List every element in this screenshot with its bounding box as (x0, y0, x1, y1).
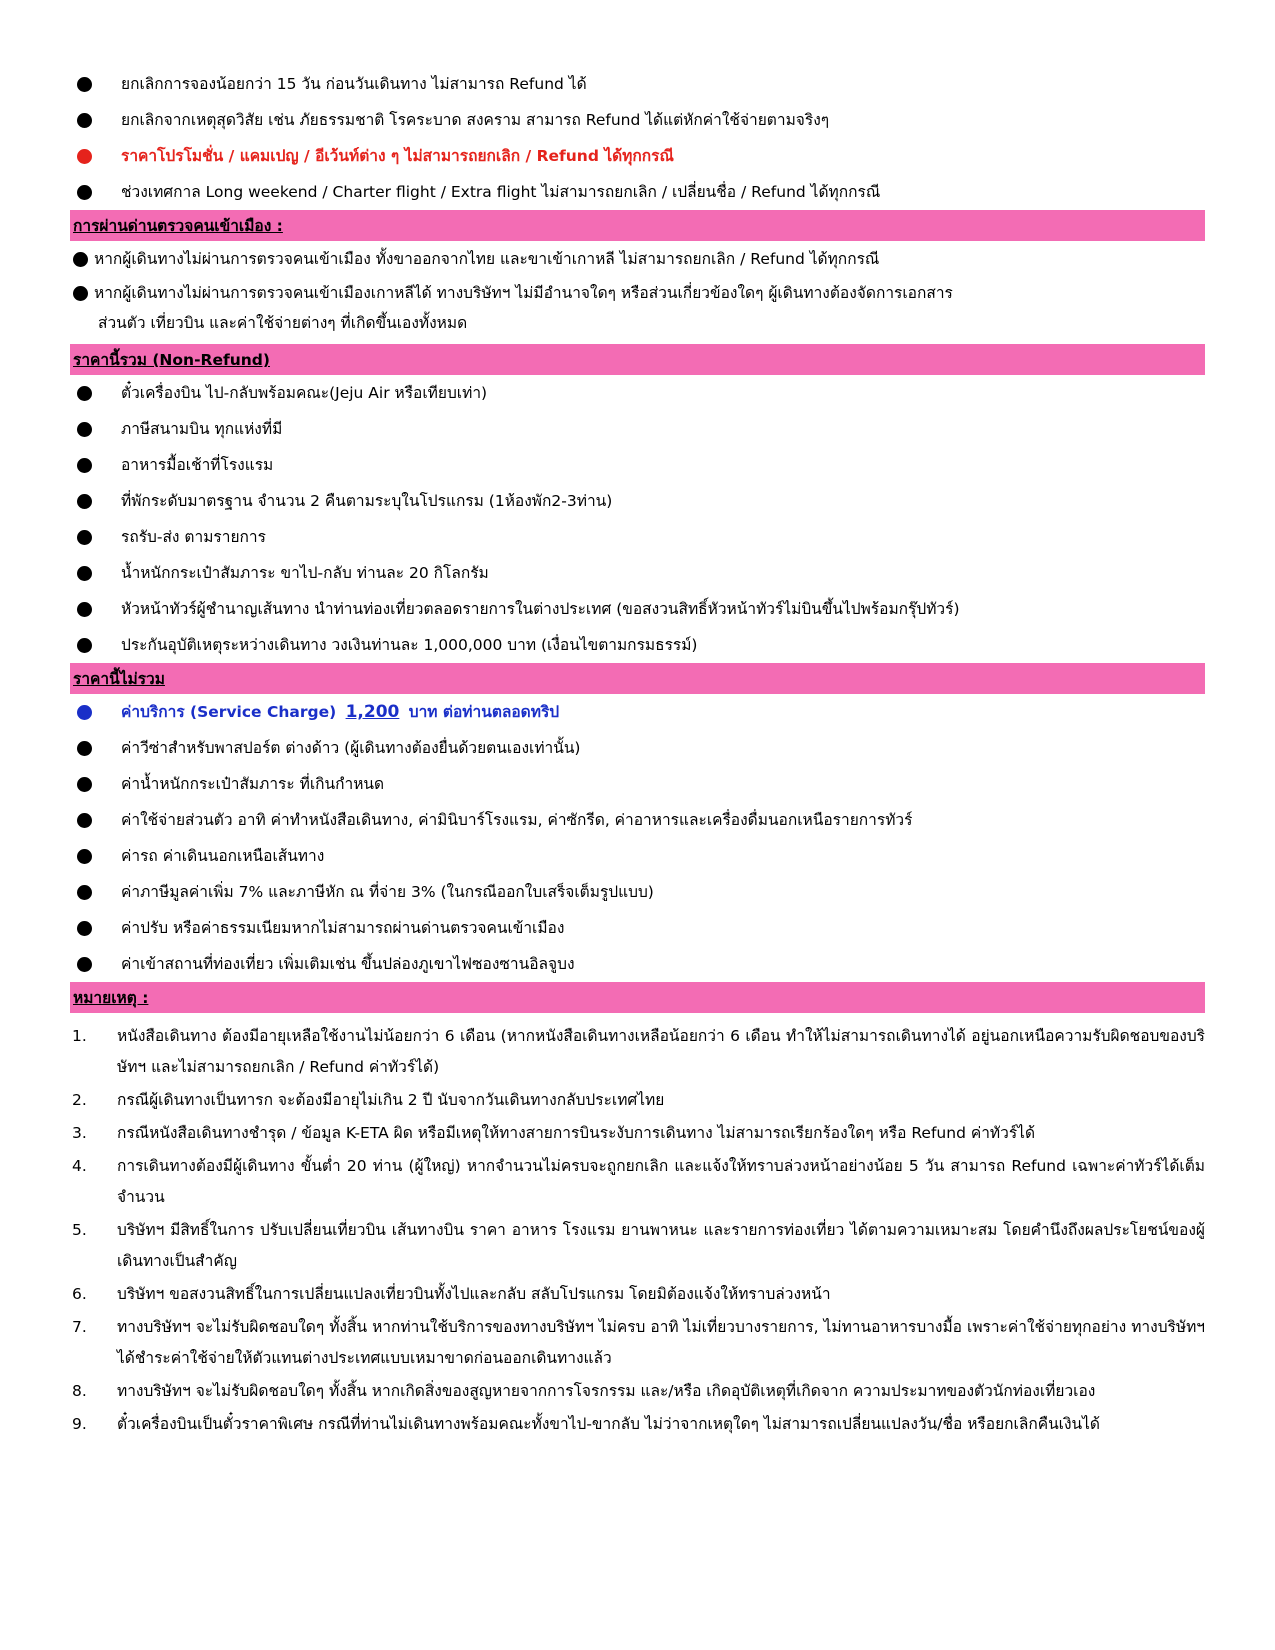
bullet-icon (77, 494, 92, 509)
section-header-immigration (70, 210, 1205, 241)
bullet-icon (77, 185, 92, 200)
list-item (70, 491, 1205, 511)
bullet-icon (77, 957, 92, 972)
list-item-text: ช่วงเทศกาล Long weekend / Charter flight / Extra flight ไม่สามารถยกเลิก / เปลี่ยนชื่อ / Refund ได้ทุกกรณี (121, 183, 881, 201)
list-item (70, 846, 1205, 866)
note-number: 1. (72, 1027, 87, 1045)
bullet-icon (77, 705, 92, 720)
note-number: 6. (72, 1285, 87, 1303)
bullet-icon (77, 422, 92, 437)
list-item-text: ค่าน้ำหนักกระเป๋าสัมภาระ ที่เกินกำหนด (121, 775, 385, 793)
list-item (70, 563, 1205, 583)
list-item-text: ค่าปรับ หรือค่าธรรมเนียมหากไม่สามารถผ่านด่านตรวจคนเข้าเมือง (121, 919, 565, 937)
included-list (70, 383, 1205, 655)
bullet-icon (77, 602, 92, 617)
section-title: การผ่านด่านตรวจคนเข้าเมือง : (73, 217, 283, 235)
bullet-icon (77, 921, 92, 936)
service-charge-text (121, 702, 559, 722)
note-number: 5. (72, 1221, 87, 1239)
list-item-text: ค่ารถ ค่าเดินนอกเหนือเส้นทาง (121, 847, 325, 865)
note-item (70, 1376, 1205, 1407)
list-item (70, 419, 1205, 439)
note-item (70, 1118, 1205, 1149)
note-number: 9. (72, 1415, 87, 1433)
note-text: บริษัทฯ ขอสงวนสิทธิ์ในการเปลี่ยนแปลงเที่ยวบินทั้งไปและกลับ สลับโปรแกรม โดยมิต้องแจ้งให้ทราบล่วงหน้า (117, 1285, 831, 1303)
note-item (70, 1085, 1205, 1116)
section-header-excluded (70, 663, 1205, 694)
bullet-icon (77, 849, 92, 864)
bullet-icon (77, 386, 92, 401)
note-item (70, 1215, 1205, 1277)
bullet-icon (77, 638, 92, 653)
note-item (70, 1021, 1205, 1083)
list-item-text: รถรับ-ส่ง ตามรายการ (121, 528, 266, 546)
list-item (70, 599, 1205, 619)
list-item (70, 383, 1205, 403)
note-text: การเดินทางต้องมีผู้เดินทาง ขั้นต่ำ 20 ท่าน (ผู้ใหญ่) หากจำนวนไม่ครบจะถูกยกเลิก และแจ้งให้ทราบล่วงหน้าอย่างน้อย 5 วัน สามารถ Refund เฉพาะค่าทัวร์ได้เต็มจำนวน (117, 1157, 1205, 1206)
list-item (70, 918, 1205, 938)
section-title: ราคานี้ไม่รวม (73, 670, 165, 688)
list-item-text: ยกเลิกจากเหตุสุดวิสัย เช่น ภัยธรรมชาติ โรคระบาด สงคราม สามารถ Refund ได้แต่หักค่าใช้จ่ายตามจริงๆ (121, 111, 830, 129)
service-charge-unit: บาท ต่อท่านตลอดทริป (408, 703, 560, 721)
excluded-list (70, 738, 1205, 974)
list-item (70, 810, 1205, 830)
list-item-text: หากผู้เดินทางไม่ผ่านการตรวจคนเข้าเมือง ทั้งขาออกจากไทย และขาเข้าเกาหลี ไม่สามารถยกเลิก / Refund ได้ทุกกรณี (94, 250, 880, 268)
list-item-promo-warning (70, 146, 1205, 166)
note-item (70, 1151, 1205, 1213)
list-item (70, 249, 1205, 269)
list-item (70, 882, 1205, 902)
bullet-icon (73, 252, 88, 267)
list-item (70, 527, 1205, 547)
list-item (70, 74, 1205, 94)
bullet-icon (77, 77, 92, 92)
list-item (70, 954, 1205, 974)
list-item (70, 283, 1205, 303)
note-text: กรณีหนังสือเดินทางชำรุด / ข้อมูล K-ETA ผิด หรือมีเหตุให้ทางสายการบินระงับการเดินทาง ไม่สามารถเรียกร้องใดๆ หรือ Refund ค่าทัวร์ได้ (117, 1124, 1036, 1142)
section-title: หมายเหตุ : (73, 989, 149, 1007)
note-number: 2. (72, 1091, 87, 1109)
service-charge-label: ค่าบริการ (Service Charge) (121, 703, 337, 721)
note-item (70, 1409, 1205, 1440)
section-title: ราคานี้รวม (Non-Refund) (73, 351, 270, 369)
list-item-text: น้ำหนักกระเป๋าสัมภาระ ขาไป-กลับ ท่านละ 20 กิโลกรัม (121, 564, 489, 582)
list-item-text: ค่าเข้าสถานที่ท่องเที่ยว เพิ่มเติมเช่น ขึ้นปล่องภูเขาไฟซองซานอิลจูบง (121, 955, 575, 973)
notes-list (70, 1021, 1205, 1440)
list-item-text: ราคาโปรโมชั่น / แคมเปญ / อีเว้นท์ต่าง ๆ ไม่สามารถยกเลิก / Refund ได้ทุกกรณี (121, 147, 674, 165)
bullet-icon (77, 113, 92, 128)
note-number: 8. (72, 1382, 87, 1400)
list-item-text: ค่าใช้จ่ายส่วนตัว อาทิ ค่าทำหนังสือเดินทาง, ค่ามินิบาร์โรงแรม, ค่าซักรีด, ค่าอาหารและเครื่องดื่มนอกเหนือรายการทัวร์ (121, 811, 913, 829)
list-item-service-charge (70, 702, 1205, 722)
bullet-icon (77, 885, 92, 900)
note-text: หนังสือเดินทาง ต้องมีอายุเหลือใช้งานไม่น้อยกว่า 6 เดือน (หากหนังสือเดินทางเหลือน้อยกว่า 6 เดือน ทำให้ไม่สามารถเดินทางได้ อยู่นอกเหนือความรับผิดชอบของบริษัทฯ และไม่สามารถยกเลิก / Refund ค่าทัวร์ได้) (117, 1027, 1205, 1076)
list-item-text: ภาษีสนามบิน ทุกแห่งที่มี (121, 420, 283, 438)
list-item (70, 455, 1205, 475)
list-item-text: ค่าภาษีมูลค่าเพิ่ม 7% และภาษีหัก ณ ที่จ่าย 3% (ในกรณีออกใบเสร็จเต็มรูปแบบ) (121, 883, 654, 901)
section-header-included (70, 344, 1205, 375)
service-charge-amount: 1,200 (345, 702, 400, 722)
list-item (70, 774, 1205, 794)
bullet-icon (73, 286, 88, 301)
note-text: บริษัทฯ มีสิทธิ์ในการ ปรับเปลี่ยนเที่ยวบิน เส้นทางบิน ราคา อาหาร โรงแรม ยานพาหนะ และรายการท่องเที่ยว ได้ตามความเหมาะสม โดยคำนึงถึงผลประโยชน์ของผู้เดินทางเป็นสำคัญ (117, 1221, 1205, 1270)
bullet-icon (77, 530, 92, 545)
bullet-icon (77, 149, 92, 164)
note-text: กรณีผู้เดินทางเป็นทารก จะต้องมีอายุไม่เกิน 2 ปี นับจากวันเดินทางกลับประเทศไทย (117, 1091, 665, 1109)
note-text: ทางบริษัทฯ จะไม่รับผิดชอบใดๆ ทั้งสิ้น หากเกิดสิ่งของสูญหายจากการโจรกรรม และ/หรือ เกิดอุบัติเหตุที่เกิดจาก ความประมาทของตัวนักท่องเที่ยวเอง (117, 1382, 1096, 1400)
bullet-icon (77, 741, 92, 756)
note-text: ตั๋วเครื่องบินเป็นตั๋วราคาพิเศษ กรณีที่ท่านไม่เดินทางพร้อมคณะทั้งขาไป-ขากลับ ไม่ว่าจากเหตุใดๆ ไม่สามารถเปลี่ยนแปลงวัน/ชื่อ หรือยกเลิกคืนเงินได้ (117, 1415, 1101, 1433)
list-item (70, 182, 1205, 202)
list-item-text: ประกันอุบัติเหตุระหว่างเดินทาง วงเงินท่านละ 1,000,000 บาท (เงื่อนไขตามกรมธรรม์) (121, 636, 698, 654)
list-item-text: ตั๋วเครื่องบิน ไป-กลับพร้อมคณะ(Jeju Air หรือเทียบเท่า) (121, 384, 488, 402)
bullet-icon (77, 458, 92, 473)
list-item-text: อาหารมื้อเช้าที่โรงแรม (121, 456, 274, 474)
list-item (70, 738, 1205, 758)
note-item (70, 1312, 1205, 1374)
bullet-icon (77, 566, 92, 581)
note-text: ทางบริษัทฯ จะไม่รับผิดชอบใดๆ ทั้งสิ้น หากท่านใช้บริการของทางบริษัทฯ ไม่ครบ อาทิ ไม่เที่ยวบางรายการ, ไม่ทานอาหารบางมื้อ เพราะค่าใช้จ่ายทุกอย่าง ทางบริษัทฯ ได้ชำระค่าใช้จ่ายให้ตัวแทนต่างประเทศแบบเหมาขาดก่อนออกเดินทางแล้ว (117, 1318, 1205, 1367)
bullet-icon (77, 813, 92, 828)
list-item-text: หากผู้เดินทางไม่ผ่านการตรวจคนเข้าเมืองเกาหลีได้ ทางบริษัทฯ ไม่มีอำนาจใดๆ หรือส่วนเกี่ยวข้องใดๆ ผู้เดินทางต้องจัดการเอกสาร (94, 284, 953, 302)
note-number: 3. (72, 1124, 87, 1142)
list-item-text: ค่าวีซ่าสำหรับพาสปอร์ต ต่างด้าว (ผู้เดินทางต้องยื่นด้วยตนเองเท่านั้น) (121, 739, 581, 757)
note-number: 4. (72, 1157, 87, 1175)
list-item-text: หัวหน้าทัวร์ผู้ชำนาญเส้นทาง นำท่านท่องเที่ยวตลอดรายการในต่างประเทศ (ขอสงวนสิทธิ์หัวหน้าทัวร์ไม่บินขึ้นไปพร้อมกรุ๊ปทัวร์) (121, 600, 960, 618)
note-number: 7. (72, 1318, 87, 1336)
list-item-continuation: ส่วนตัว เที่ยวบิน และค่าใช้จ่ายต่างๆ ที่เกิดขึ้นเองทั้งหมด (98, 314, 468, 332)
document-page (70, 74, 1205, 1442)
list-item-text: ที่พักระดับมาตรฐาน จำนวน 2 คืนตามระบุในโปรแกรม (1ห้องพัก2-3ท่าน) (121, 492, 613, 510)
bullet-icon (77, 777, 92, 792)
section-header-notes (70, 982, 1205, 1013)
note-item (70, 1279, 1205, 1310)
list-item (70, 110, 1205, 130)
list-item-text: ยกเลิกการจองน้อยกว่า 15 วัน ก่อนวันเดินทาง ไม่สามารถ Refund ได้ (121, 75, 587, 93)
list-item (70, 635, 1205, 655)
